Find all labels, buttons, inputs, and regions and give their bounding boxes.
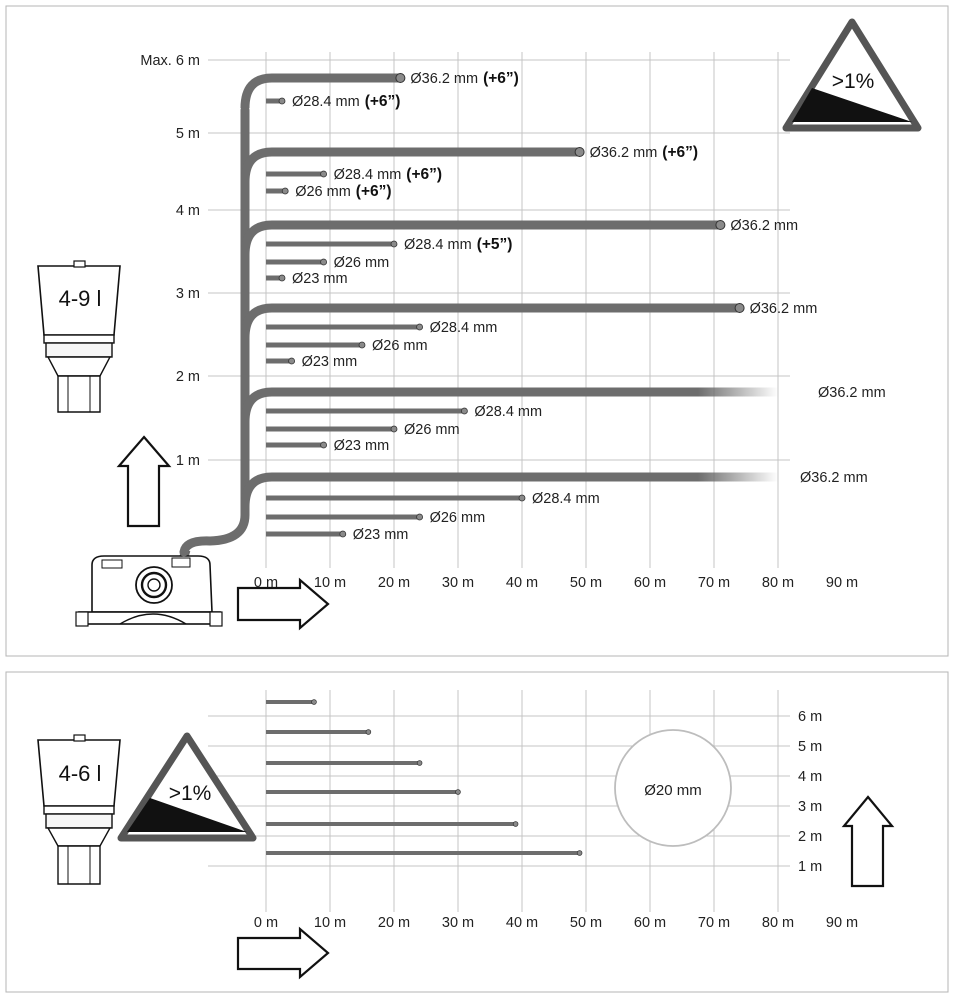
pipe-end (417, 514, 423, 520)
pipe-end (312, 700, 317, 705)
tank-volume-bottom: 4-6 l (58, 761, 102, 786)
main-pipe-fade (698, 388, 778, 397)
x-tick-label: 80 m (761, 575, 795, 591)
pipe-diameter-label: Ø36.2 mm (800, 470, 868, 486)
x-tick-label: 70 m (697, 575, 731, 591)
height-tick-label: 3 m (798, 799, 823, 815)
x-tick-label: 40 m (505, 915, 539, 931)
pipe-diameter-label: Ø23 mm (301, 354, 358, 370)
height-tick-label: 1 m (175, 453, 200, 469)
pump-unit-icon (76, 550, 222, 626)
x-tick-label: 90 m (825, 575, 859, 591)
height-tick-label: Max. 6 m (140, 53, 200, 69)
height-tick-label: 4 m (798, 769, 823, 785)
pipe-diameter-label: Ø28.4 mm (+5”) (404, 236, 513, 253)
pipe-diameter-label: Ø28.4 mm (+6”) (292, 93, 401, 110)
height-tick-label: 5 m (175, 126, 200, 142)
pipe-end (396, 74, 405, 83)
pipe-end (279, 275, 285, 281)
x-tick-label: 10 m (313, 915, 347, 931)
x-tick-label: 10 m (313, 575, 347, 591)
pipe-diameter-label: Ø28.4 mm (532, 491, 600, 507)
pipe-end (391, 241, 397, 247)
pipe-end (359, 342, 365, 348)
pipe-end (417, 761, 422, 766)
pipe-end (321, 442, 327, 448)
pipe-end (577, 851, 582, 856)
pipe-end (340, 531, 346, 537)
tank-volume-top: 4-9 l (58, 286, 102, 311)
pipe-diameter-label: Ø26 mm (429, 510, 486, 526)
pipe-end (279, 98, 285, 104)
bottom-pipe-diameter: Ø20 mm (644, 782, 702, 799)
pipe-end (456, 790, 461, 795)
x-tick-label: 30 m (441, 915, 475, 931)
height-tick-label: 2 m (798, 829, 823, 845)
pipe-diameter-label: Ø36.2 mm (818, 385, 886, 401)
pipe-diameter-label: Ø23 mm (333, 438, 390, 454)
pipe-end (391, 426, 397, 432)
height-tick-label: 5 m (798, 739, 823, 755)
pipe-end (575, 148, 584, 157)
pipe-end (417, 324, 423, 330)
main-pipe-fade (698, 473, 778, 482)
height-tick-label: 3 m (175, 286, 200, 302)
x-tick-label: 20 m (377, 575, 411, 591)
pipe-end (513, 822, 518, 827)
pipe-diameter-label: Ø23 mm (292, 271, 348, 287)
pipe-diameter-label: Ø26 mm (333, 255, 390, 271)
diameter-circle (615, 730, 731, 846)
pipe-end (366, 730, 371, 735)
pipe-diameter-label: Ø36.2 mm (730, 218, 799, 234)
x-tick-label: 30 m (441, 575, 475, 591)
pipe-end (735, 304, 744, 313)
pipe-end (282, 188, 288, 194)
x-tick-label: 60 m (633, 915, 667, 931)
pipe-diameter-label: Ø36.2 mm (+6”) (589, 144, 699, 161)
pipe-diameter-label: Ø23 mm (352, 527, 409, 543)
pipe-diameter-label: Ø26 mm (404, 422, 460, 438)
x-tick-label: 70 m (697, 915, 731, 931)
slope-label-bottom: >1% (168, 782, 212, 805)
x-tick-label: 0 m (253, 915, 279, 931)
x-tick-label: 50 m (569, 915, 603, 931)
main-pipe (272, 473, 698, 482)
height-tick-label: 1 m (798, 859, 823, 875)
pipe-diameter-label: Ø36.2 mm (749, 301, 818, 317)
main-pipe (272, 388, 698, 397)
x-tick-label: 80 m (761, 915, 795, 931)
x-tick-label: 0 m (253, 575, 279, 591)
pipe-diameter-label: Ø28.4 mm (474, 404, 543, 420)
pipe-end (519, 495, 525, 501)
pipe-end (289, 358, 295, 364)
pipe-end (321, 259, 327, 265)
x-tick-label: 40 m (505, 575, 539, 591)
height-tick-label: 4 m (175, 203, 200, 219)
pipe-diameter-label: Ø26 mm (372, 338, 428, 354)
slope-label-top: >1% (831, 70, 875, 93)
pipe-end (321, 171, 327, 177)
x-tick-label: 60 m (633, 575, 667, 591)
x-tick-label: 20 m (377, 915, 411, 931)
height-tick-label: 2 m (175, 369, 200, 385)
height-tick-label: 6 m (798, 709, 823, 725)
pipe-diameter-label: Ø28.4 mm (+6”) (333, 166, 443, 183)
pipe-diameter-label: Ø26 mm (+6”) (295, 183, 392, 200)
pipe-end (461, 408, 467, 414)
pipe-end (716, 221, 725, 230)
pipe-diameter-label: Ø28.4 mm (429, 320, 498, 336)
x-tick-label: 50 m (569, 575, 603, 591)
pipe-diameter-label: Ø36.2 mm (+6”) (410, 70, 519, 87)
x-tick-label: 90 m (825, 915, 859, 931)
